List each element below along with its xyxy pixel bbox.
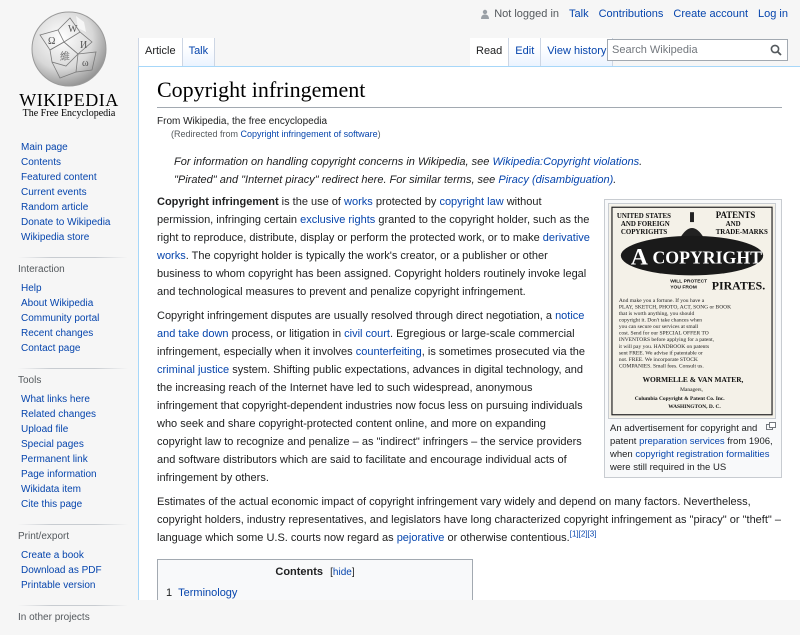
sidebar-item-cite-this-page[interactable]: Cite this page — [21, 499, 83, 510]
text-run: An advertisement for copyright and patent — [610, 423, 758, 447]
sidebar-tools — [0, 375, 138, 512]
sidebar-item-featured-content[interactable]: Featured content — [21, 172, 97, 183]
sidebar-item-random-article[interactable]: Random article — [21, 202, 89, 213]
sidebar-item-page-information[interactable]: Page information — [21, 469, 97, 480]
piracy-disambiguation-link[interactable]: Piracy (disambiguation) — [498, 174, 614, 186]
sidebar-item-recent-changes[interactable]: Recent changes — [21, 328, 94, 339]
copyright-advertisement-image[interactable] — [608, 203, 776, 419]
sidebar-divider — [18, 257, 128, 258]
text-run: from 1906, when — [610, 436, 773, 460]
create-account-link[interactable]: Create account — [673, 8, 749, 20]
ad-body-line: that is worth anything, you should — [618, 311, 695, 318]
site-subtitle: From Wikipedia, the free encyclopedia — [157, 116, 328, 127]
toc-item[interactable] — [166, 586, 464, 600]
ad-top-right: PATENTS — [715, 210, 756, 221]
print-list — [21, 548, 138, 593]
wikilink-copyright-registration-formalities[interactable]: copyright registration formalities — [635, 449, 770, 460]
ad-city: WASHINGTON, D. C. — [668, 403, 721, 410]
sidebar-print — [0, 531, 138, 593]
wikipedia-globe-icon — [30, 10, 108, 88]
ad-top-left-3: COPYRIGHTS — [620, 228, 668, 236]
bold-term: Copyright infringement — [157, 196, 279, 208]
tab-read[interactable]: Read — [470, 38, 509, 67]
sidebar-item-wikipedia-store[interactable]: Wikipedia store — [21, 232, 90, 243]
hatnote-copyright: For information on handling copyright concerns in Wikipedia, see Wikipedia:Copyright violations. — [174, 156, 643, 168]
text-run: system. Shifting public expectations, advances in digital technology, and the increasing reach of the Internet have led to such widespread, anonymous infringement that copyright-dependent industries now focus less on pursuing individuals who seek and share copyright-protected content online, and more on expanding copyright law to recognize and penalize – as "indirect" infringers – the service providers and software distributors which are said to facilitate and encourage individual acts of infringement by others. — [157, 364, 583, 484]
ad-protect-2: YOU FROM — [670, 285, 697, 291]
sidebar-divider — [18, 524, 128, 525]
wikilink-exclusive-rights[interactable]: exclusive rights — [300, 214, 376, 226]
sidebar — [0, 140, 138, 635]
sidebar-item-help[interactable]: Help — [21, 283, 42, 294]
sidebar-divider — [18, 368, 128, 369]
other-projects-heading: In other projects — [18, 612, 90, 623]
navigation-list — [21, 140, 138, 245]
sidebar-other-projects — [0, 612, 138, 623]
svg-text:Ω: Ω — [48, 36, 56, 47]
ad-big-a: A — [630, 244, 648, 271]
sidebar-divider — [18, 605, 128, 606]
search-box — [607, 39, 788, 61]
toc-link-terminology[interactable]: Terminology — [178, 587, 238, 599]
ad-top-left-2: AND FOREIGN — [620, 221, 670, 229]
wikilink-pejorative[interactable]: pejorative — [396, 532, 445, 544]
user-icon — [480, 9, 490, 19]
tab-talk[interactable]: Talk — [183, 38, 216, 67]
toc-title: Contents — [275, 566, 324, 578]
ad-body-line: And make you a fortune. If you have a — [618, 298, 705, 305]
ad-body-line: INVENTORS before applying for a patent, — [618, 337, 715, 344]
thumbnail-caption — [608, 419, 778, 474]
view-tabs — [470, 38, 613, 67]
text-run: process, or litigation in — [228, 328, 345, 340]
interaction-heading: Interaction — [18, 264, 65, 275]
ad-managers: Managers, — [680, 387, 703, 394]
lead-paragraph-3 — [157, 493, 782, 547]
tools-heading: Tools — [18, 375, 42, 386]
article-thumbnail — [604, 199, 782, 478]
svg-text:ω: ω — [82, 58, 89, 69]
sidebar-item-upload-file[interactable]: Upload file — [21, 424, 69, 435]
text-run: Copyright infringement disputes are usually resolved through direct negotiation, a — [157, 310, 556, 322]
ad-body-line: copyright it. Don't take chances when — [618, 317, 702, 324]
search-icon — [770, 44, 782, 56]
sidebar-item-current-events[interactable]: Current events — [21, 187, 87, 198]
ad-firm: WORMELLE & VAN MATER, — [642, 375, 744, 385]
ad-company: Columbia Copyright & Patent Co. Inc. — [634, 395, 725, 402]
copyright-violations-link[interactable]: Wikipedia:Copyright violations — [492, 156, 640, 168]
ad-top-right-3: TRADE-MARKS — [715, 228, 768, 236]
text-run: is the use of — [278, 196, 345, 208]
sidebar-interaction — [0, 264, 138, 356]
page-title: Copyright infringement — [157, 77, 782, 108]
wikilink-civil-court[interactable]: civil court — [344, 328, 390, 340]
toc-title-row — [166, 566, 464, 578]
svg-text:維: 維 — [60, 52, 70, 63]
sidebar-item-download-as-pdf[interactable]: Download as PDF — [21, 565, 102, 576]
toc-hide-toggle[interactable]: [hide] — [330, 567, 355, 578]
ad-body-line: PLAY, SKETCH, PHOTO, ACT, SONG or BOOK — [618, 304, 732, 311]
hatnote — [174, 153, 782, 189]
tools-list — [21, 392, 138, 512]
ad-body-line: sent FREE. We advise if patentable or — [618, 350, 703, 357]
sidebar-item-permanent-link[interactable]: Permanent link — [21, 454, 88, 465]
reference-link[interactable]: [1][2][3] — [569, 529, 597, 539]
talk-link[interactable]: Talk — [569, 8, 589, 20]
not-logged-in: Not logged in — [480, 8, 559, 20]
ad-body-line: you can secure our services at small — [618, 324, 699, 331]
search-input[interactable]: Search Wikipedia — [612, 44, 698, 56]
sidebar-item-related-changes[interactable]: Related changes — [21, 409, 97, 420]
ad-big-word: COPYRIGHT — [652, 247, 763, 268]
magnify-icon[interactable] — [766, 421, 776, 434]
log-in-link[interactable]: Log in — [758, 8, 788, 20]
text-run: were still required in the US — [610, 462, 727, 473]
toc-list — [166, 586, 464, 600]
hatnote-piracy: "Pirated" and "Internet piracy" redirect here. For similar terms, see Piracy (disambiguation). — [174, 174, 617, 186]
text-run: Estimates of the actual economic impact of copyright infringement vary widely and depend on many factors. Nevertheless, copyright holders, industry representatives, and legislators have long characterized copyright infringement as "piracy" or "theft" – language which some U.S. courts now regard as — [157, 496, 781, 544]
ad-body-line: COMPANIES. Small fees. Consult us. — [618, 363, 704, 370]
redirect-note: (Redirected from Copyright infringement of software) — [171, 129, 381, 139]
logo-tagline: The Free Encyclopedia — [22, 108, 116, 119]
text-run: protected by — [372, 196, 440, 208]
tab-article[interactable]: Article — [138, 38, 183, 67]
sidebar-item-create-a-book[interactable]: Create a book — [21, 550, 84, 561]
sidebar-item-wikidata-item[interactable]: Wikidata item — [21, 484, 82, 495]
wikilink-derivative-works[interactable]: derivative works — [157, 232, 590, 262]
svg-text:И: И — [80, 40, 88, 51]
interaction-list — [21, 281, 138, 356]
ad-body-line: it will pay you. HANDBOOK on patents — [618, 343, 710, 350]
ad-body-line: not. FREE. We incorporate STOCK — [618, 356, 698, 363]
wikilink-criminal-justice[interactable]: criminal justice — [157, 364, 230, 376]
sidebar-item-what-links-here[interactable]: What links here — [21, 394, 90, 405]
table-of-contents — [157, 559, 473, 600]
tab-edit[interactable]: Edit — [509, 38, 541, 67]
wikilink-copyright-law[interactable]: copyright law — [439, 196, 504, 208]
toc-number: 1 — [166, 587, 173, 599]
wikilink-notice-and-take-down[interactable]: notice and take down — [157, 310, 585, 340]
text-run: . The copyright holder is typically the work's creator, or a publisher or other business to whom copyright has been assigned. Copyright holders routinely invoke legal and technological measures to prevent and penalize copyright infringement. — [157, 250, 587, 298]
text-run: , is sometimes prosecuted via the — [421, 346, 586, 358]
sidebar-item-printable-version[interactable]: Printable version — [21, 580, 96, 591]
redirect-source-link[interactable]: Copyright infringement of software — [240, 129, 378, 139]
tab-view-history[interactable]: View history — [541, 38, 613, 67]
ad-protect: WILL PROTECT — [670, 279, 708, 285]
personal-tools — [480, 8, 788, 20]
print-heading: Print/export — [18, 531, 70, 542]
thumbnail-frame — [604, 199, 782, 478]
sidebar-item-contents[interactable]: Contents — [21, 157, 62, 168]
svg-text:W: W — [68, 24, 78, 35]
wikilink-preparation-services[interactable]: preparation services — [639, 436, 725, 447]
sidebar-navigation — [0, 140, 138, 245]
sidebar-item-donate-to-wikipedia[interactable]: Donate to Wikipedia — [21, 217, 111, 228]
text-run: without permission, infringing certain — [157, 196, 542, 226]
contributions-link[interactable]: Contributions — [598, 8, 664, 20]
search-button[interactable] — [765, 40, 787, 60]
wikilink-counterfeiting[interactable]: counterfeiting — [355, 346, 422, 358]
text-run: granted to the copyright holder, such as the right to reproduce, distribute, display or perform the protected work, or to make — [157, 214, 590, 244]
ad-body-line: cost. Send for our SPECIAL OFFER TO — [618, 330, 709, 337]
namespace-tabs — [138, 38, 215, 67]
sidebar-item-main-page[interactable]: Main page — [21, 142, 68, 153]
sidebar-item-special-pages[interactable]: Special pages — [21, 439, 84, 450]
ad-top-left: UNITED STATES — [616, 213, 671, 221]
wikipedia-logo[interactable] — [0, 0, 138, 138]
text-run: . Egregious or large-scale commercial infringement, especially when it involves — [157, 328, 575, 358]
wikilink-works[interactable]: works — [344, 196, 373, 208]
article-content — [138, 66, 800, 600]
caption-text — [610, 423, 773, 473]
sidebar-item-contact-page[interactable]: Contact page — [21, 343, 81, 354]
sidebar-item-about-wikipedia[interactable]: About Wikipedia — [21, 298, 94, 309]
sidebar-item-community-portal[interactable]: Community portal — [21, 313, 100, 324]
logo-wordmark: WIKIPEDIA — [19, 90, 119, 110]
ad-top-right-2: AND — [725, 221, 741, 229]
text-run: or otherwise contentious. — [444, 532, 570, 544]
ad-pirates: PIRATES. — [711, 278, 766, 293]
